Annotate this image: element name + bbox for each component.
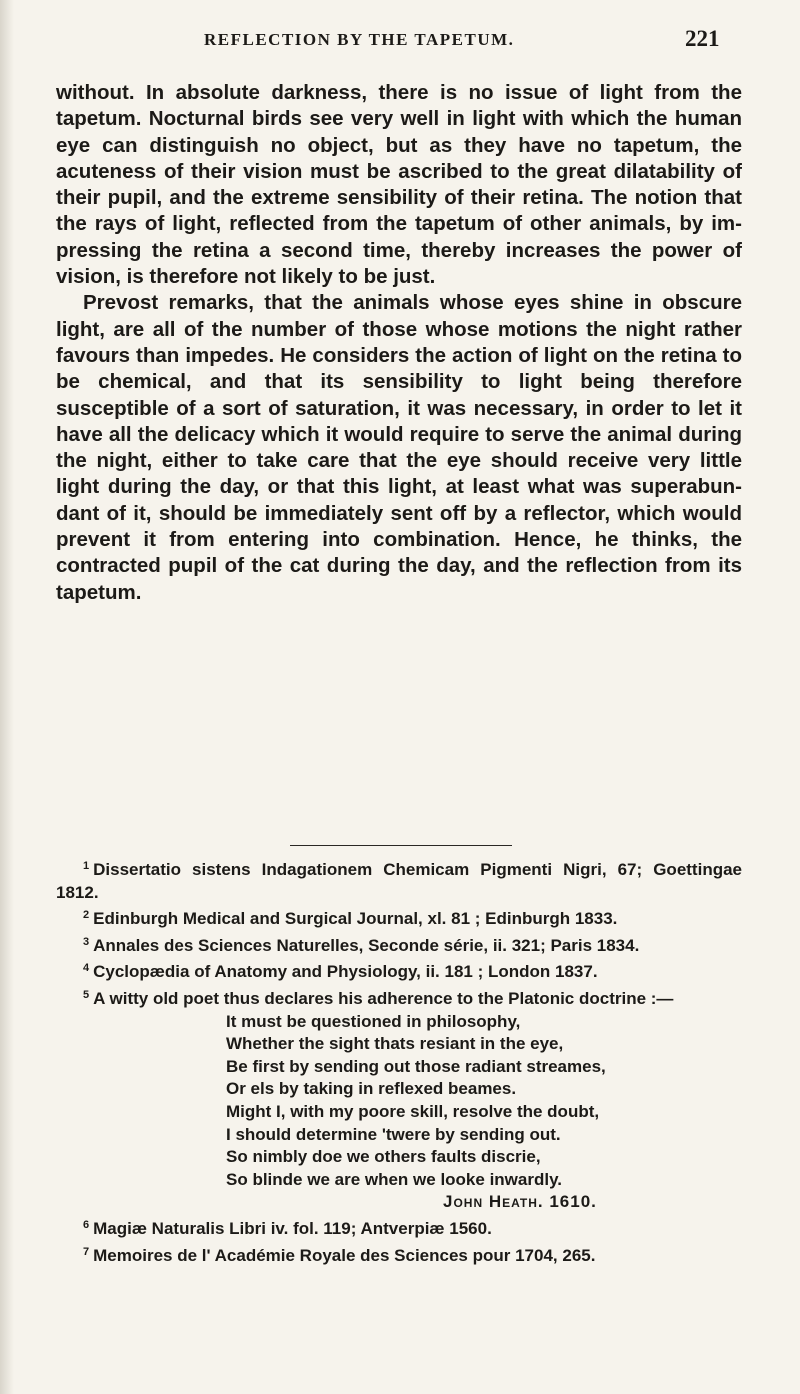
footnote-text: Cyclopædia of Anatomy and Physiology, ii. 181 ; London 1837. bbox=[93, 962, 598, 982]
footnote-mark: 6 bbox=[83, 1218, 90, 1231]
footnote bbox=[56, 931, 742, 958]
footnote-mark: 2 bbox=[83, 909, 90, 922]
footnote-mark: 7 bbox=[83, 1245, 90, 1258]
footnotes bbox=[56, 855, 742, 1267]
verse-line: Or els by taking in reflexed beames. bbox=[226, 1079, 517, 1099]
footnote bbox=[56, 984, 742, 1011]
footnote-text: Memoires de l' Académie Royale des Sciences pour 1704, 265. bbox=[93, 1245, 596, 1265]
footnote-text: Edinburgh Medical and Surgical Journal, xl. 81 ; Edinburgh 1833. bbox=[93, 909, 618, 929]
verse-line: So blinde we are when we looke inwardly. bbox=[226, 1169, 562, 1189]
verse-line: Be first by sending out those radiant streames, bbox=[226, 1056, 606, 1076]
page-gutter-shadow bbox=[0, 0, 14, 1394]
footnote-text: Dissertatio sistens Indagationem Chemicam Pigmenti Nigri, 67; Goettingae 1812. bbox=[56, 860, 742, 902]
verse-line: I should determine 'twere by sending out. bbox=[226, 1124, 561, 1144]
footnote-text: Annales des Sciences Naturelles, Seconde série, ii. 321; Paris 1834. bbox=[93, 935, 640, 955]
verse-line: So nimbly doe we others faults discrie, bbox=[226, 1147, 541, 1167]
paragraph: Prevost remarks, that the animals whose eyes shine in obscure light, are all of the number of those whose motions the night rather favours than impedes. He considers the action of light on the retina to be chemical, and that its sensibility to light being therefore susceptible of a sort of saturation, it was necessary, in order to let it have all the delicacy which it would require to serve the animal during the night, either to take care that the eye should receive very little light during the day, or that this light, at least what was superabundant of it, should be immediately sent off by a reflector, which would prevent it from entering into combination. Hence, he thinks, the contracted pupil of the cat during the day, and the reflection from its tapetum. bbox=[56, 291, 742, 604]
verse-line: Might I, with my poore skill, resolve the doubt, bbox=[226, 1101, 600, 1121]
footnote-mark: 5 bbox=[83, 988, 90, 1001]
footnote-mark: 3 bbox=[83, 935, 90, 948]
footnote-text: A witty old poet thus declares his adherence to the Platonic doctrine :— bbox=[93, 988, 674, 1008]
body-text bbox=[56, 80, 742, 606]
footnote-mark: 1 bbox=[83, 860, 90, 872]
footnote bbox=[56, 1214, 742, 1241]
footnote-separator bbox=[290, 845, 512, 846]
verse-attribution: John Heath. 1610. bbox=[443, 1192, 597, 1212]
footnote bbox=[56, 957, 742, 984]
paragraph: without. In absolute darkness, there is no issue of light from the tapetum. Nocturnal birds see very well in light with which the human eye can distinguish no object, but as they have no tapetum, the acuteness of their vision must be ascribed to the great dilatability of their pupil, and the extreme sensibility of their retina. The notion that the rays of light, reflected from the tapetum of other animals, by impressing the retina a second time, thereby increases the power of vision, is therefore not likely to be just. bbox=[56, 81, 742, 289]
footnote-text: Magiæ Naturalis Libri iv. fol. 119; Antverpiæ 1560. bbox=[93, 1218, 492, 1238]
verse-line: It must be questioned in philosophy, bbox=[226, 1011, 521, 1031]
footnote bbox=[56, 855, 742, 904]
verse-quotation bbox=[226, 1011, 742, 1214]
footnote-mark: 4 bbox=[83, 962, 90, 975]
footnote bbox=[56, 1241, 742, 1268]
page-number: 221 bbox=[685, 26, 720, 51]
footnote bbox=[56, 904, 742, 931]
verse-line: Whether the sight thats resiant in the eye, bbox=[226, 1034, 564, 1054]
running-head: REFLECTION BY THE TAPETUM. bbox=[204, 30, 515, 49]
